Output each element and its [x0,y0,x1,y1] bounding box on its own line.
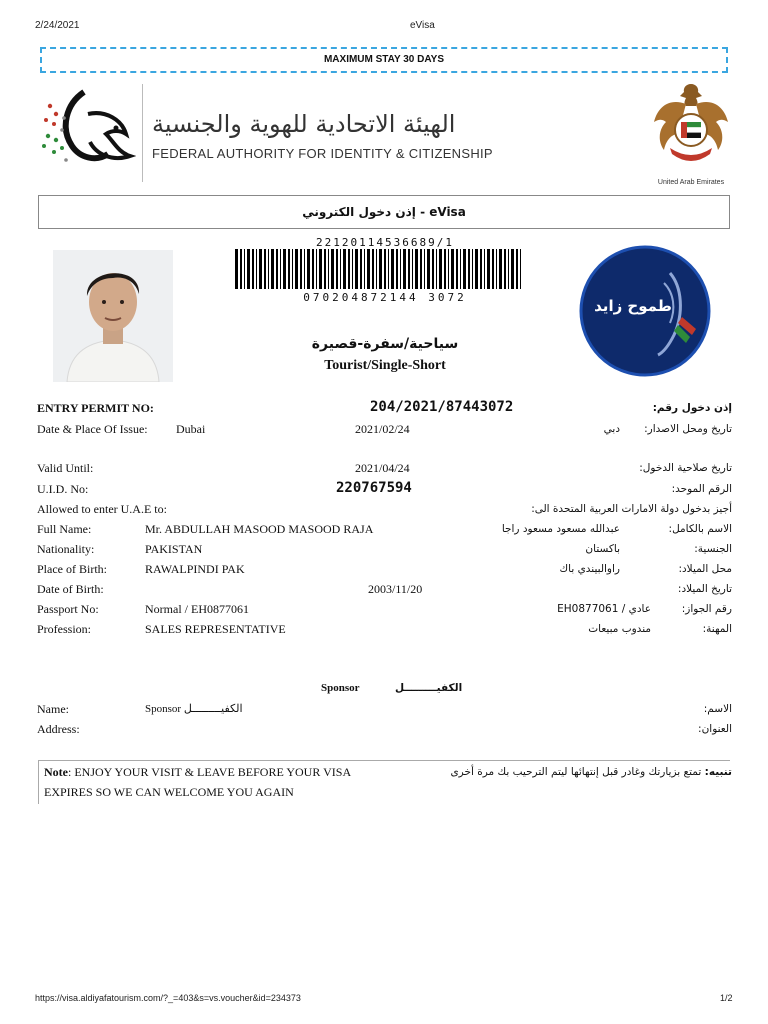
logo-separator [142,84,143,182]
note-line-1 [44,765,351,780]
print-date: 2/24/2021 [35,20,80,31]
note-text-2: EXPIRES SO WE CAN WELCOME YOU AGAIN [44,785,294,799]
uid-label-ar: الرقم الموحد: [671,483,732,495]
birth-place-value-ar: راوالبيندي باك [559,563,620,575]
sponsor-name-label-ar: الاسم: [703,703,732,715]
issue-label: Date & Place Of Issue: [37,422,148,436]
nationality-label: Nationality: [37,542,95,556]
barcode-icon [235,249,525,289]
valid-until-label: Valid Until: [37,461,94,475]
evisa-title: إذن دخول الكتروني - eVisa [38,195,730,229]
barcode-top-number: 22120114536689/1 [316,236,454,249]
print-title: eVisa [410,20,435,31]
full-name-value: Mr. ABDULLAH MASOOD MASOOD RAJA [145,522,374,536]
profession-label-ar: المهنة: [702,623,732,635]
authority-name-ar: الهيئة الاتحادية للهوية والجنسية [152,110,456,138]
country-label: United Arab Emirates [657,179,725,186]
issue-label-ar: تاريخ ومحل الاصدار: [644,423,732,435]
full-name-value-ar: عبدالله مسعود مسعود راجا [501,523,620,535]
stamp-text: طموح زايد [594,297,672,315]
nationality-value: PAKISTAN [145,542,203,556]
sponsor-address-label-ar: العنوان: [698,723,732,735]
passport-value-ar: عادي / EH0877061 [557,603,651,615]
full-name-label-ar: الاسم بالكامل: [668,523,732,535]
uae-emblem-icon [650,78,732,178]
allowed-label: Allowed to enter U.A.E to: [37,502,167,516]
birth-date-value: 2003/11/20 [368,582,423,596]
birth-date-label-ar: تاريخ الميلاد: [677,583,732,595]
barcode-bottom-number: 070204872144 3072 [303,291,467,304]
note-text-ar: تمتع بزيارتك وغادر قبل إنتهائها ليتم الترحيب بك مرة أخرى [450,766,702,778]
applicant-photo [53,250,173,382]
profession-label: Profession: [37,622,91,636]
sponsor-name-value: Sponsor الكفيـــــــــل [145,703,243,715]
passport-label: Passport No: [37,602,99,616]
note-text-1: : ENJOY YOUR VISIT & LEAVE BEFORE YOUR VISA [68,765,352,779]
note-label: Note [44,765,68,779]
sponsor-heading-ar: الكفيـــــــــل [395,682,463,694]
valid-until-label-ar: تاريخ صلاحية الدخول: [639,462,732,474]
sponsor-address-label: Address: [37,722,80,736]
full-name-label: Full Name: [37,522,92,536]
passport-label-ar: رقم الجواز: [681,603,732,615]
nationality-value-ar: باكستان [585,543,620,555]
issue-place-ar: دبي [603,423,620,435]
tamooh-zayed-stamp [578,243,712,379]
birth-date-label: Date of Birth: [37,582,104,596]
valid-until-value: 2021/04/24 [355,461,410,475]
uid-value: 220767594 [336,480,412,496]
authority-name-en: FEDERAL AUTHORITY FOR IDENTITY & CITIZENSHIP [152,146,493,161]
entry-permit-label-ar: إذن دخول رقم: [652,402,732,414]
sponsor-name-label: Name: [37,702,69,716]
nationality-label-ar: الجنسية: [694,543,732,555]
issue-date: 2021/02/24 [355,422,410,436]
sponsor-heading: Sponsor [321,682,360,694]
uid-label: U.I.D. No: [37,482,89,496]
footer-page-number: 1/2 [720,993,733,1003]
person-photo-icon [53,250,173,382]
profession-value-ar: مندوب مبيعات [588,623,651,635]
visa-type-en: Tourist/Single-Short [324,358,446,373]
profession-value: SALES REPRESENTATIVE [145,622,286,636]
max-stay-banner: MAXIMUM STAY 30 DAYS [40,47,728,73]
birth-place-label-ar: محل الميلاد: [678,563,732,575]
birth-place-value: RAWALPINDI PAK [145,562,245,576]
birth-place-label: Place of Birth: [37,562,107,576]
passport-value: Normal / EH0877061 [145,602,249,616]
footer-url[interactable]: https://visa.aldiyafatourism.com/?_=403&s=vs.voucher&id=234373 [35,993,301,1003]
issue-place: Dubai [176,422,206,436]
allowed-label-ar: أجيز بدخول دولة الامارات العربية المتحدة الى: [531,503,732,515]
visa-type-ar: سياحية/سفرة-قصيرة [311,336,459,352]
note-label-ar: تنبيه: [704,766,732,778]
falcon-logo-icon [36,84,136,180]
note-ar [450,766,732,778]
entry-permit-label: ENTRY PERMIT NO: [37,401,154,415]
entry-permit-number: 204/2021/87443072 [370,399,514,415]
